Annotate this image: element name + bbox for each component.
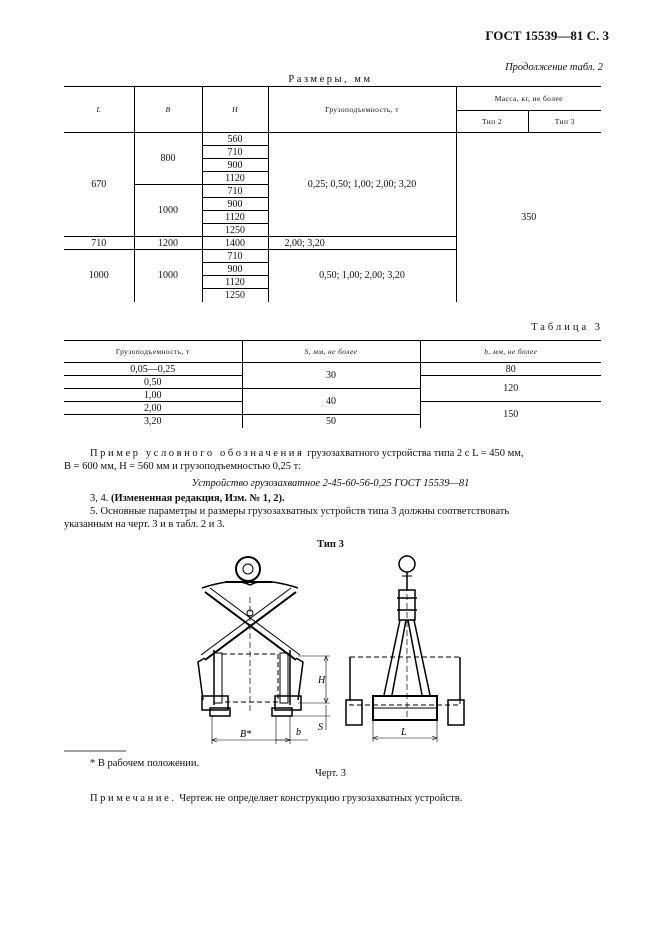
cell-H: 1120 — [202, 276, 268, 289]
example-label: Пример условного обозначения — [90, 448, 305, 459]
cell-capacity: 0,25; 0,50; 1,00; 2,00; 3,20 — [268, 133, 456, 237]
drawing-caption: Черт. 3 — [315, 768, 346, 779]
header-type3: Тип 3 — [528, 111, 601, 133]
header-S: S, мм, не более — [242, 341, 420, 363]
header-L: L — [64, 87, 134, 133]
cell-H: 1250 — [202, 289, 268, 302]
item-3-4-number: 3, 4. — [90, 493, 109, 504]
cell-H: 1120 — [202, 172, 268, 185]
cell-capacity: 2,00 — [64, 402, 242, 415]
note — [90, 792, 462, 805]
cell-H: 1250 — [202, 224, 268, 237]
cell-b: 80 — [420, 363, 601, 376]
cell-b: 120 — [420, 376, 601, 402]
header-H: H — [202, 87, 268, 133]
cell-L: 710 — [64, 237, 134, 250]
cell-b: 150 — [503, 409, 519, 421]
item-5-line-1: 5. Основные параметры и размеры грузозахватных устройств типа 3 должны соответствовать — [90, 506, 510, 517]
note-text: Чертеж не определяет конструкцию грузозахватных устройств. — [179, 793, 463, 804]
page-header: ГОСТ 15539—81 С. 3 — [485, 28, 609, 43]
header-capacity: Грузоподъемность, т — [64, 341, 242, 363]
header-mass: Масса, кг, не более — [456, 87, 601, 111]
cell-S: 50 — [242, 415, 420, 428]
cell-B: 1000 — [134, 250, 202, 302]
cell-L: 1000 — [64, 250, 134, 302]
front-view — [198, 557, 330, 744]
cell-capacity: 0,50 — [64, 376, 242, 389]
cell-B: 1200 — [134, 237, 202, 250]
table-3-caption: Таблица 3 — [531, 322, 603, 333]
cell-H: 710 — [202, 250, 268, 263]
cell-H: 710 — [202, 146, 268, 159]
cell-capacity: 0,50; 1,00; 2,00; 3,20 — [268, 250, 456, 302]
example-text: грузозахватного устройства типа 2 с L = 450 мм, — [307, 448, 524, 459]
cell-capacity: 3,20 — [64, 415, 242, 428]
table-sizes-caption: Размеры, мм — [288, 74, 373, 85]
cell-H: 560 — [202, 133, 268, 146]
cell-H: 900 — [202, 198, 268, 211]
header-b: b, мм, не более — [420, 341, 601, 363]
side-view — [346, 556, 464, 742]
header-B: B — [134, 87, 202, 133]
cell-capacity: 0,05—0,25 — [64, 363, 242, 376]
header-capacity: Грузоподъемность, т — [268, 87, 456, 133]
cell-H: 900 — [202, 159, 268, 172]
cell-H: 900 — [202, 263, 268, 276]
cell-L: 670 — [64, 133, 134, 237]
label-b: b — [296, 727, 301, 738]
item-3-4-revision: (Измененная редакция, Изм. № 1, 2). — [111, 493, 285, 504]
cell-capacity: 2,00; 3,20 — [268, 237, 456, 250]
example-line-2: B = 600 мм, H = 560 мм и грузоподъемностью 0,25 т: — [64, 461, 302, 472]
table-continuation: Продолжение табл. 2 — [505, 62, 603, 73]
label-S: S — [318, 722, 323, 733]
cell-S: 30 — [242, 363, 420, 389]
note-label: Примечание. — [90, 793, 177, 804]
drawing-title: Тип 3 — [317, 539, 344, 550]
cell-H: 1400 — [202, 237, 268, 250]
label-H: H — [318, 675, 326, 686]
item-5-line-2: указанным на черт. 3 и в табл. 2 и 3. — [64, 519, 225, 530]
designation-example: Устройство грузозахватное 2-45-60-56-0,25 ГОСТ 15539—81 — [191, 478, 470, 489]
label-L: L — [401, 727, 407, 738]
cell-H: 1120 — [202, 211, 268, 224]
cell-B: 800 — [134, 133, 202, 185]
cell-capacity: 1,00 — [64, 389, 242, 402]
header-type2: Тип 2 — [456, 111, 528, 133]
footnote: * В рабочем положении. — [90, 758, 200, 769]
cell-B: 1000 — [134, 185, 202, 237]
cell-H: 710 — [202, 185, 268, 198]
label-B: B* — [240, 729, 252, 740]
cell-mass: 350 — [521, 211, 537, 223]
cell-S: 40 — [242, 389, 420, 415]
